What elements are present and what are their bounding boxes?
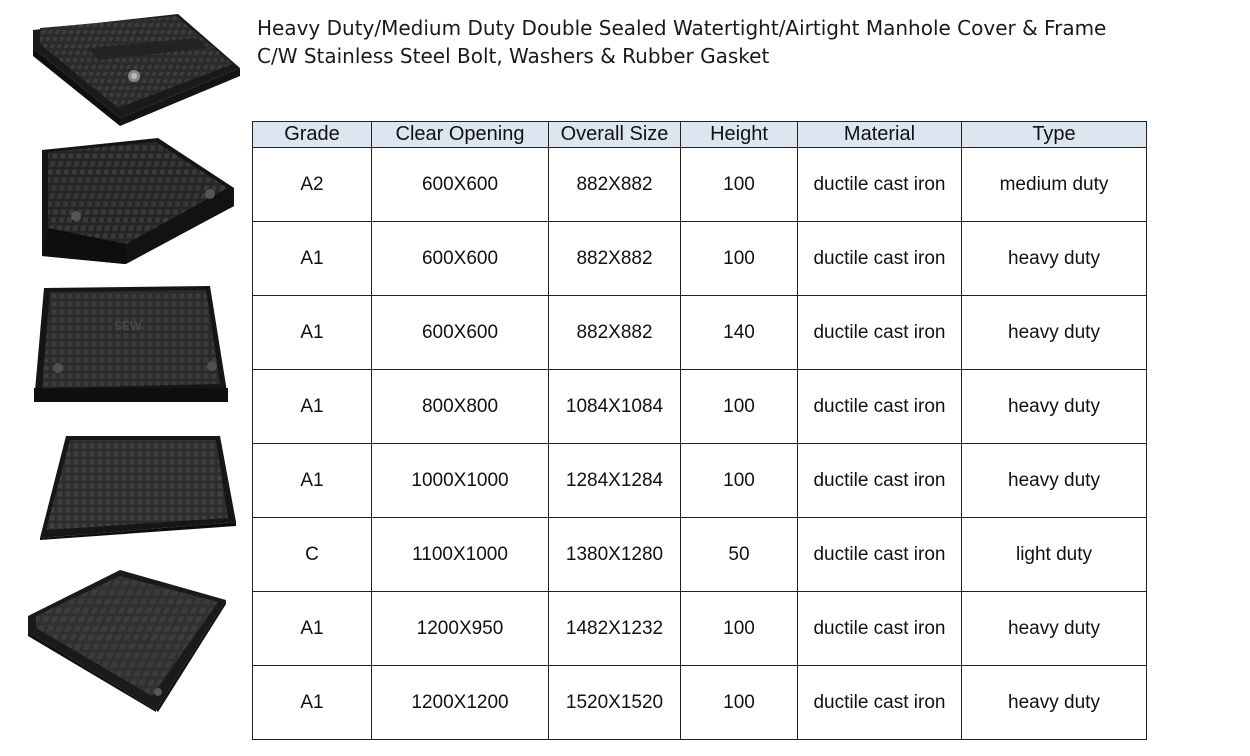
- cell-material: ductile cast iron: [798, 666, 962, 740]
- manhole-cover-double-sealed-photo: [28, 8, 243, 126]
- title-line-1: Heavy Duty/Medium Duty Double Sealed Watertight/Airtight Manhole Cover & Frame: [257, 16, 1107, 40]
- cell-clear-opening: 600X600: [372, 222, 549, 296]
- header-material: Material: [798, 122, 962, 148]
- cell-clear-opening: 800X800: [372, 370, 549, 444]
- cell-overall-size: 1380X1280: [549, 518, 681, 592]
- cell-material: ductile cast iron: [798, 370, 962, 444]
- cell-overall-size: 882X882: [549, 296, 681, 370]
- cell-overall-size: 1284X1284: [549, 444, 681, 518]
- cell-material: ductile cast iron: [798, 222, 962, 296]
- table-row: [253, 222, 1147, 296]
- cell-grade: A1: [253, 666, 372, 740]
- cell-clear-opening: 600X600: [372, 296, 549, 370]
- cell-material: ductile cast iron: [798, 296, 962, 370]
- table-row: [253, 296, 1147, 370]
- cell-type: heavy duty: [962, 370, 1147, 444]
- cell-overall-size: 1520X1520: [549, 666, 681, 740]
- cell-overall-size: 1084X1084: [549, 370, 681, 444]
- cell-grade: A1: [253, 222, 372, 296]
- cell-clear-opening: 600X600: [372, 148, 549, 222]
- cell-overall-size: 1482X1232: [549, 592, 681, 666]
- cell-grade: A1: [253, 370, 372, 444]
- manhole-cover-sew-photo: [34, 284, 230, 404]
- cell-clear-opening: 1200X950: [372, 592, 549, 666]
- svg-text:SEW: SEW: [114, 319, 142, 333]
- header-grade: Grade: [253, 122, 372, 148]
- cell-type: heavy duty: [962, 296, 1147, 370]
- cell-type: heavy duty: [962, 592, 1147, 666]
- cell-type: heavy duty: [962, 444, 1147, 518]
- page-title: [257, 14, 1217, 70]
- cell-overall-size: 882X882: [549, 148, 681, 222]
- table-row: [253, 518, 1147, 592]
- cell-type: medium duty: [962, 148, 1147, 222]
- cell-material: ductile cast iron: [798, 148, 962, 222]
- header-type: Type: [962, 122, 1147, 148]
- table-header-row: [253, 122, 1147, 148]
- table-row: [253, 370, 1147, 444]
- cell-clear-opening: 1200X1200: [372, 666, 549, 740]
- table-row: [253, 666, 1147, 740]
- spec-table: [252, 121, 1147, 740]
- cell-grade: C: [253, 518, 372, 592]
- cell-grade: A1: [253, 296, 372, 370]
- cell-height: 100: [681, 666, 798, 740]
- cell-overall-size: 882X882: [549, 222, 681, 296]
- manhole-cover-large-photo: [28, 570, 228, 712]
- header-clear-opening: Clear Opening: [372, 122, 549, 148]
- table-row: [253, 592, 1147, 666]
- cell-type: heavy duty: [962, 222, 1147, 296]
- cell-type: light duty: [962, 518, 1147, 592]
- title-line-2: C/W Stainless Steel Bolt, Washers & Rubber Gasket: [257, 44, 770, 68]
- cell-grade: A1: [253, 592, 372, 666]
- cell-material: ductile cast iron: [798, 518, 962, 592]
- cell-clear-opening: 1100X1000: [372, 518, 549, 592]
- cell-height: 100: [681, 592, 798, 666]
- cell-height: 100: [681, 444, 798, 518]
- manhole-cover-medium-duty-photo: [40, 136, 236, 270]
- cell-material: ductile cast iron: [798, 592, 962, 666]
- cell-height: 100: [681, 222, 798, 296]
- cell-material: ductile cast iron: [798, 444, 962, 518]
- cell-type: heavy duty: [962, 666, 1147, 740]
- table-row: [253, 444, 1147, 518]
- manhole-cover-square-photo: [40, 434, 238, 540]
- cell-height: 100: [681, 148, 798, 222]
- table-row: [253, 148, 1147, 222]
- header-height: Height: [681, 122, 798, 148]
- cell-grade: A2: [253, 148, 372, 222]
- cell-height: 50: [681, 518, 798, 592]
- header-overall-size: Overall Size: [549, 122, 681, 148]
- cell-clear-opening: 1000X1000: [372, 444, 549, 518]
- cell-height: 140: [681, 296, 798, 370]
- cell-grade: A1: [253, 444, 372, 518]
- cell-height: 100: [681, 370, 798, 444]
